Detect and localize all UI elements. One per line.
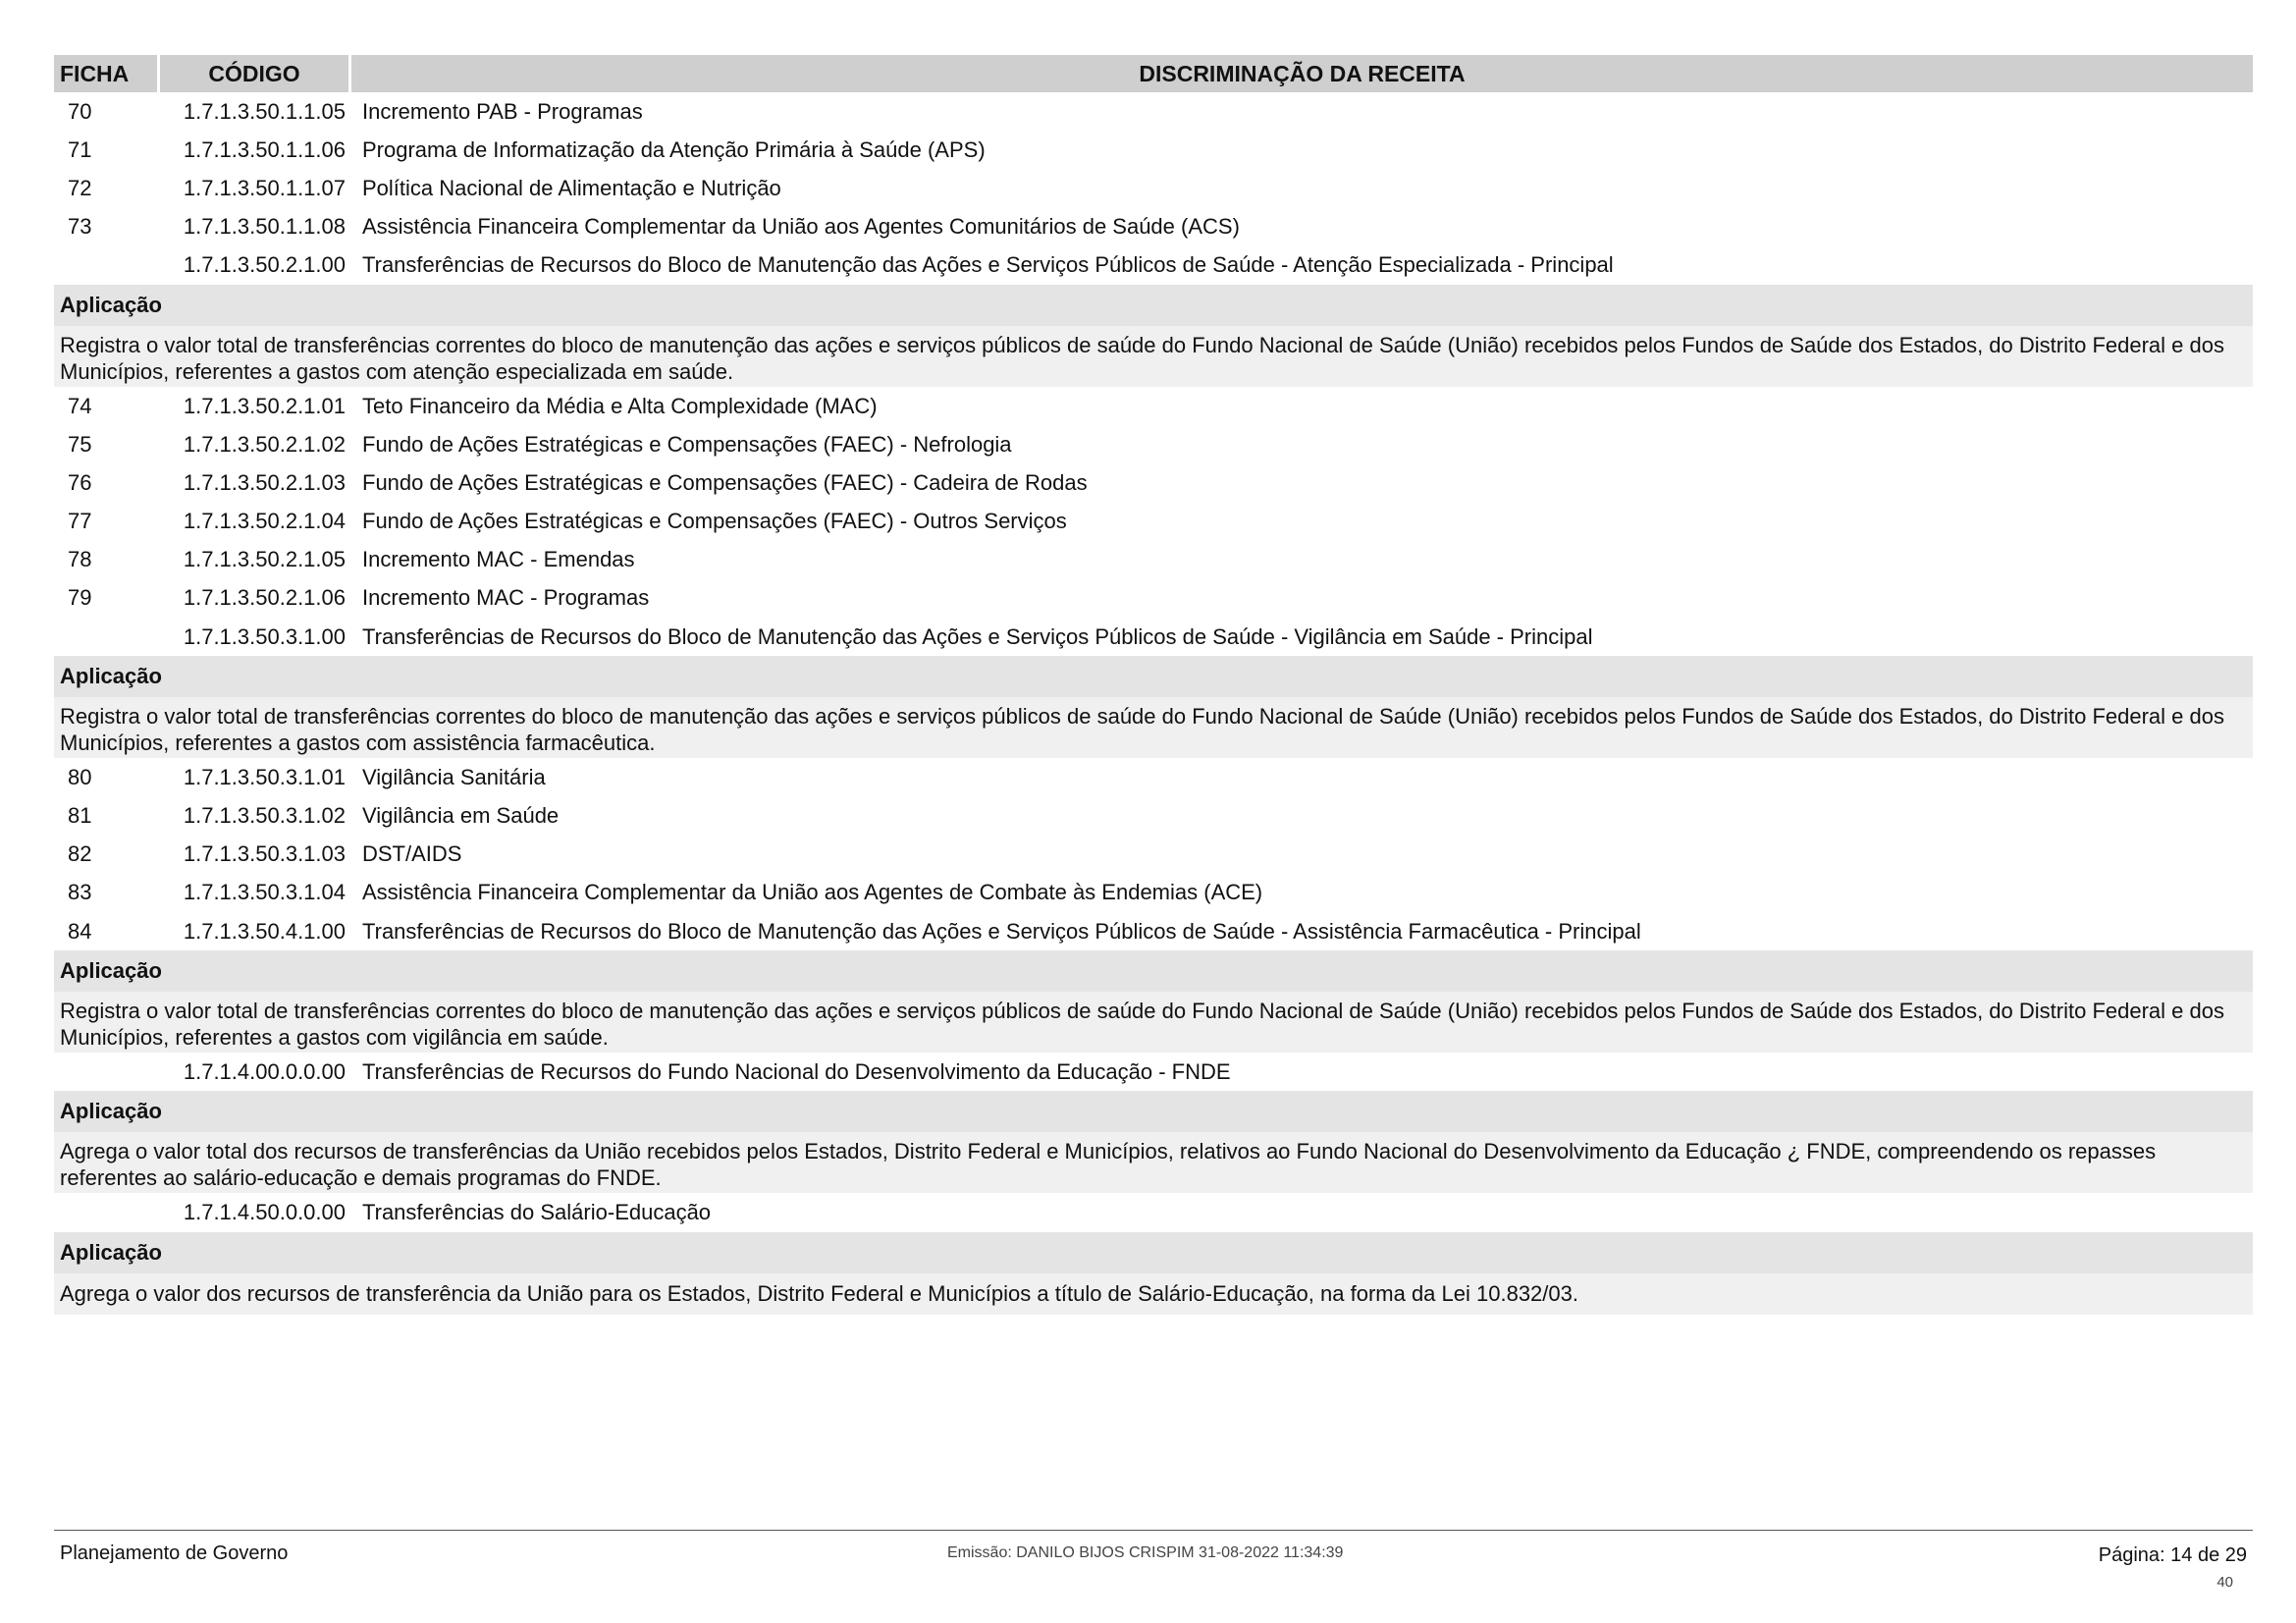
- table-row: [54, 541, 2253, 579]
- descricao-cell: Transferências do Salário-Educação: [362, 1199, 712, 1224]
- table-row: [54, 1193, 2253, 1231]
- table-row: [54, 758, 2253, 796]
- aplicacao-text: Registra o valor total de transferências correntes do bloco de manutenção das ações e serviços públicos de saúde do Fundo Nacional de Saúde (União) recebidos pelos Fundos de Saúde dos Estados, do Distrito Federal e dos Municípios, referentes a gastos com assistência farmacêutica.: [54, 697, 2253, 758]
- codigo-cell: 1.7.1.3.50.2.1.01: [183, 393, 346, 418]
- footer-title: Planejamento de Governo: [60, 1542, 289, 1564]
- descricao-cell: Transferências de Recursos do Bloco de Manutenção das Ações e Serviços Públicos de Saúde - Assistência Farmacêutica - Principal: [362, 918, 1641, 944]
- table-header: [54, 55, 2253, 92]
- ficha-cell: 75: [68, 431, 92, 457]
- table-row: [54, 387, 2253, 425]
- codigo-cell: 1.7.1.3.50.4.1.00: [183, 918, 346, 944]
- descricao-cell: Vigilância em Saúde: [362, 803, 560, 829]
- page-footer: [54, 1530, 2253, 1591]
- codigo-cell: 1.7.1.3.50.2.1.05: [183, 547, 346, 572]
- footer-emissao: Emissão: DANILO BIJOS CRISPIM 31-08-2022 11:34:39: [947, 1544, 1344, 1561]
- ficha-cell: 81: [68, 803, 92, 829]
- ficha-cell: 74: [68, 393, 92, 418]
- ficha-cell: 80: [68, 764, 92, 789]
- codigo-cell: 1.7.1.3.50.3.1.02: [183, 803, 346, 829]
- descricao-cell: Programa de Informatização da Atenção Primária à Saúde (APS): [362, 136, 986, 162]
- row-group: [54, 1053, 2253, 1091]
- ficha-cell: 82: [68, 841, 92, 867]
- descricao-cell: Incremento MAC - Emendas: [362, 547, 635, 572]
- descricao-cell: Incremento PAB - Programas: [362, 98, 643, 124]
- descricao-cell: Transferências de Recursos do Bloco de Manutenção das Ações e Serviços Públicos de Saúde - Atenção Especializada - Principal: [362, 252, 1614, 278]
- descricao-cell: Política Nacional de Alimentação e Nutrição: [362, 175, 781, 200]
- aplicacao-heading: Aplicação: [54, 1091, 2253, 1132]
- codigo-cell: 1.7.1.3.50.3.1.03: [183, 841, 346, 867]
- codigo-cell: 1.7.1.4.00.0.0.00: [183, 1058, 346, 1084]
- ficha-cell: 79: [68, 585, 92, 611]
- table-row: [54, 92, 2253, 131]
- row-group: [54, 1193, 2253, 1231]
- header-ficha: FICHA: [54, 55, 160, 92]
- table-row: [54, 425, 2253, 463]
- ficha-cell: 76: [68, 469, 92, 495]
- revenue-table: [54, 55, 2253, 1315]
- aplicacao-heading: Aplicação: [54, 1232, 2253, 1273]
- aplicacao-text: Registra o valor total de transferências correntes do bloco de manutenção das ações e serviços públicos de saúde do Fundo Nacional de Saúde (União) recebidos pelos Fundos de Saúde dos Estados, do Distrito Federal e dos Municípios, referentes a gastos com atenção especializada em saúde.: [54, 326, 2253, 387]
- row-group: [54, 92, 2253, 285]
- descricao-cell: Fundo de Ações Estratégicas e Compensações (FAEC) - Outros Serviços: [362, 509, 1067, 534]
- codigo-cell: 1.7.1.3.50.1.1.08: [183, 214, 346, 240]
- row-group: [54, 758, 2253, 950]
- table-row: [54, 463, 2253, 502]
- ficha-cell: 73: [68, 214, 92, 240]
- table-row: [54, 503, 2253, 541]
- table-row: [54, 912, 2253, 950]
- aplicacao-heading: Aplicação: [54, 285, 2253, 326]
- codigo-cell: 1.7.1.3.50.3.1.00: [183, 623, 346, 649]
- table-row: [54, 796, 2253, 835]
- ficha-cell: 77: [68, 509, 92, 534]
- descricao-cell: Incremento MAC - Programas: [362, 585, 650, 611]
- table-row: [54, 618, 2253, 656]
- codigo-cell: 1.7.1.4.50.0.0.00: [183, 1199, 346, 1224]
- aplicacao-text: Registra o valor total de transferências correntes do bloco de manutenção das ações e serviços públicos de saúde do Fundo Nacional de Saúde (União) recebidos pelos Fundos de Saúde dos Estados, do Distrito Federal e dos Municípios, referentes a gastos com vigilância em saúde.: [54, 992, 2253, 1053]
- codigo-cell: 1.7.1.3.50.2.1.00: [183, 252, 346, 278]
- descricao-cell: Fundo de Ações Estratégicas e Compensações (FAEC) - Nefrologia: [362, 431, 1012, 457]
- aplicacao-text: Agrega o valor total dos recursos de transferências da União recebidos pelos Estados, Distrito Federal e Municípios, relativos ao Fundo Nacional do Desenvolvimento da Educação ¿ FNDE, compreendendo os repasses referentes ao salário-educação e demais programas do FNDE.: [54, 1132, 2253, 1193]
- table-row: [54, 1053, 2253, 1091]
- ficha-cell: 78: [68, 547, 92, 572]
- ficha-cell: 84: [68, 918, 92, 944]
- codigo-cell: 1.7.1.3.50.2.1.06: [183, 585, 346, 611]
- descricao-cell: Assistência Financeira Complementar da União aos Agentes de Combate às Endemias (ACE): [362, 880, 1263, 905]
- table-row: [54, 131, 2253, 169]
- descricao-cell: Assistência Financeira Complementar da União aos Agentes Comunitários de Saúde (ACS): [362, 214, 1240, 240]
- footer-sheet-number: 40: [2216, 1574, 2233, 1591]
- codigo-cell: 1.7.1.3.50.2.1.04: [183, 509, 346, 534]
- codigo-cell: 1.7.1.3.50.1.1.07: [183, 175, 346, 200]
- descricao-cell: Vigilância Sanitária: [362, 764, 546, 789]
- table-row: [54, 874, 2253, 912]
- codigo-cell: 1.7.1.3.50.1.1.06: [183, 136, 346, 162]
- row-group: [54, 387, 2253, 656]
- codigo-cell: 1.7.1.3.50.3.1.01: [183, 764, 346, 789]
- codigo-cell: 1.7.1.3.50.2.1.02: [183, 431, 346, 457]
- header-codigo: CÓDIGO: [160, 55, 351, 92]
- aplicacao-heading: Aplicação: [54, 656, 2253, 697]
- aplicacao-heading: Aplicação: [54, 950, 2253, 992]
- descricao-cell: DST/AIDS: [362, 841, 462, 867]
- descricao-cell: Teto Financeiro da Média e Alta Complexidade (MAC): [362, 393, 878, 418]
- table-row: [54, 169, 2253, 207]
- ficha-cell: 70: [68, 98, 92, 124]
- codigo-cell: 1.7.1.3.50.3.1.04: [183, 880, 346, 905]
- ficha-cell: 71: [68, 136, 92, 162]
- descricao-cell: Fundo de Ações Estratégicas e Compensações (FAEC) - Cadeira de Rodas: [362, 469, 1088, 495]
- aplicacao-text: Agrega o valor dos recursos de transferência da União para os Estados, Distrito Federal e Municípios a título de Salário-Educação, na forma da Lei 10.832/03.: [54, 1273, 2253, 1315]
- codigo-cell: 1.7.1.3.50.2.1.03: [183, 469, 346, 495]
- table-row: [54, 579, 2253, 618]
- table-row: [54, 208, 2253, 246]
- descricao-cell: Transferências de Recursos do Bloco de Manutenção das Ações e Serviços Públicos de Saúde - Vigilância em Saúde - Principal: [362, 623, 1593, 649]
- table-row: [54, 246, 2253, 285]
- footer-page-number: Página: 14 de 29: [2098, 1544, 2247, 1566]
- codigo-cell: 1.7.1.3.50.1.1.05: [183, 98, 346, 124]
- header-discriminacao: DISCRIMINAÇÃO DA RECEITA: [1139, 60, 1466, 86]
- table-row: [54, 836, 2253, 874]
- descricao-cell: Transferências de Recursos do Fundo Nacional do Desenvolvimento da Educação - FNDE: [362, 1058, 1231, 1084]
- ficha-cell: 72: [68, 175, 92, 200]
- ficha-cell: 83: [68, 880, 92, 905]
